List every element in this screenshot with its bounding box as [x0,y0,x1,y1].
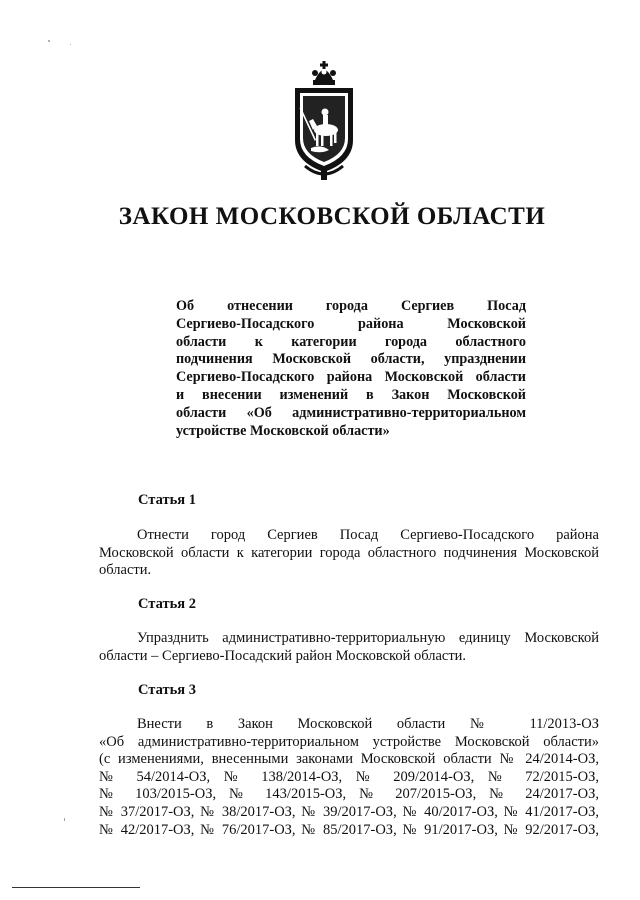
paragraph-line: (с изменениями, внесенными законами Московской области № 24/2014-ОЗ, [99,751,599,768]
article-2-heading: Статья 2 [138,596,196,612]
paragraph-line: № 37/2017-ОЗ, № 38/2017-ОЗ, № 39/2017-ОЗ, № 40/2017-ОЗ, № 41/2017-ОЗ, [99,803,599,820]
subject-line: области «Об административно-территориальном [176,404,526,421]
article-1-heading: Статья 1 [138,492,196,508]
subject-line: области к категории города областного [176,333,526,350]
paragraph-line: Упразднить административно-территориальную единицу Московской [137,630,599,646]
subject-line: и внесении изменений в Закон Московской [176,386,526,403]
footnote-divider [12,887,140,888]
paragraph-line: № 54/2014-ОЗ, № 138/2014-ОЗ, № 209/2014-ОЗ, № 72/2015-ОЗ, [99,768,599,785]
subject-line: подчинения Московской области, упразднении [176,351,526,368]
paragraph-line: области – Сергиево-Посадский район Московской области. [99,647,467,664]
paragraph-line: Внести в Закон Московской области № 11/2013-ОЗ [137,716,599,732]
scan-speck [48,40,50,42]
paragraph-line: № 103/2015-ОЗ, № 143/2015-ОЗ, № 207/2015-ОЗ, № 24/2017-ОЗ, [99,786,599,803]
paragraph-line: «Об административно-территориальном устройстве Московской области» [99,733,599,750]
scan-speck [64,818,65,821]
article-3-text [99,716,599,839]
subject-line: Об отнесении города Сергиев Посад [176,298,526,314]
subject-line: устройстве Московской области» [176,422,390,439]
paragraph-line: Московской области к категории города областного подчинения Московской [99,544,599,561]
paragraph-line: № 42/2017-ОЗ, № 76/2017-ОЗ, № 85/2017-ОЗ, № 91/2017-ОЗ, № 92/2017-ОЗ, [99,821,599,838]
subject-line: Сергиево-Посадского района Московской [176,315,526,332]
article-3-heading: Статья 3 [138,682,196,698]
paragraph-line: области. [99,562,152,579]
subject-line: Сергиево-Посадского района Московской области [176,369,526,386]
scan-speck [70,44,71,45]
article-1-text [99,527,599,580]
law-title: ЗАКОН МОСКОВСКОЙ ОБЛАСТИ [118,203,546,230]
moscow-oblast-emblem-icon [291,58,357,184]
law-subject [176,298,526,440]
paragraph-line: Отнести город Сергиев Посад Сергиево-Посадского района [137,527,599,543]
article-2-text [99,630,599,665]
